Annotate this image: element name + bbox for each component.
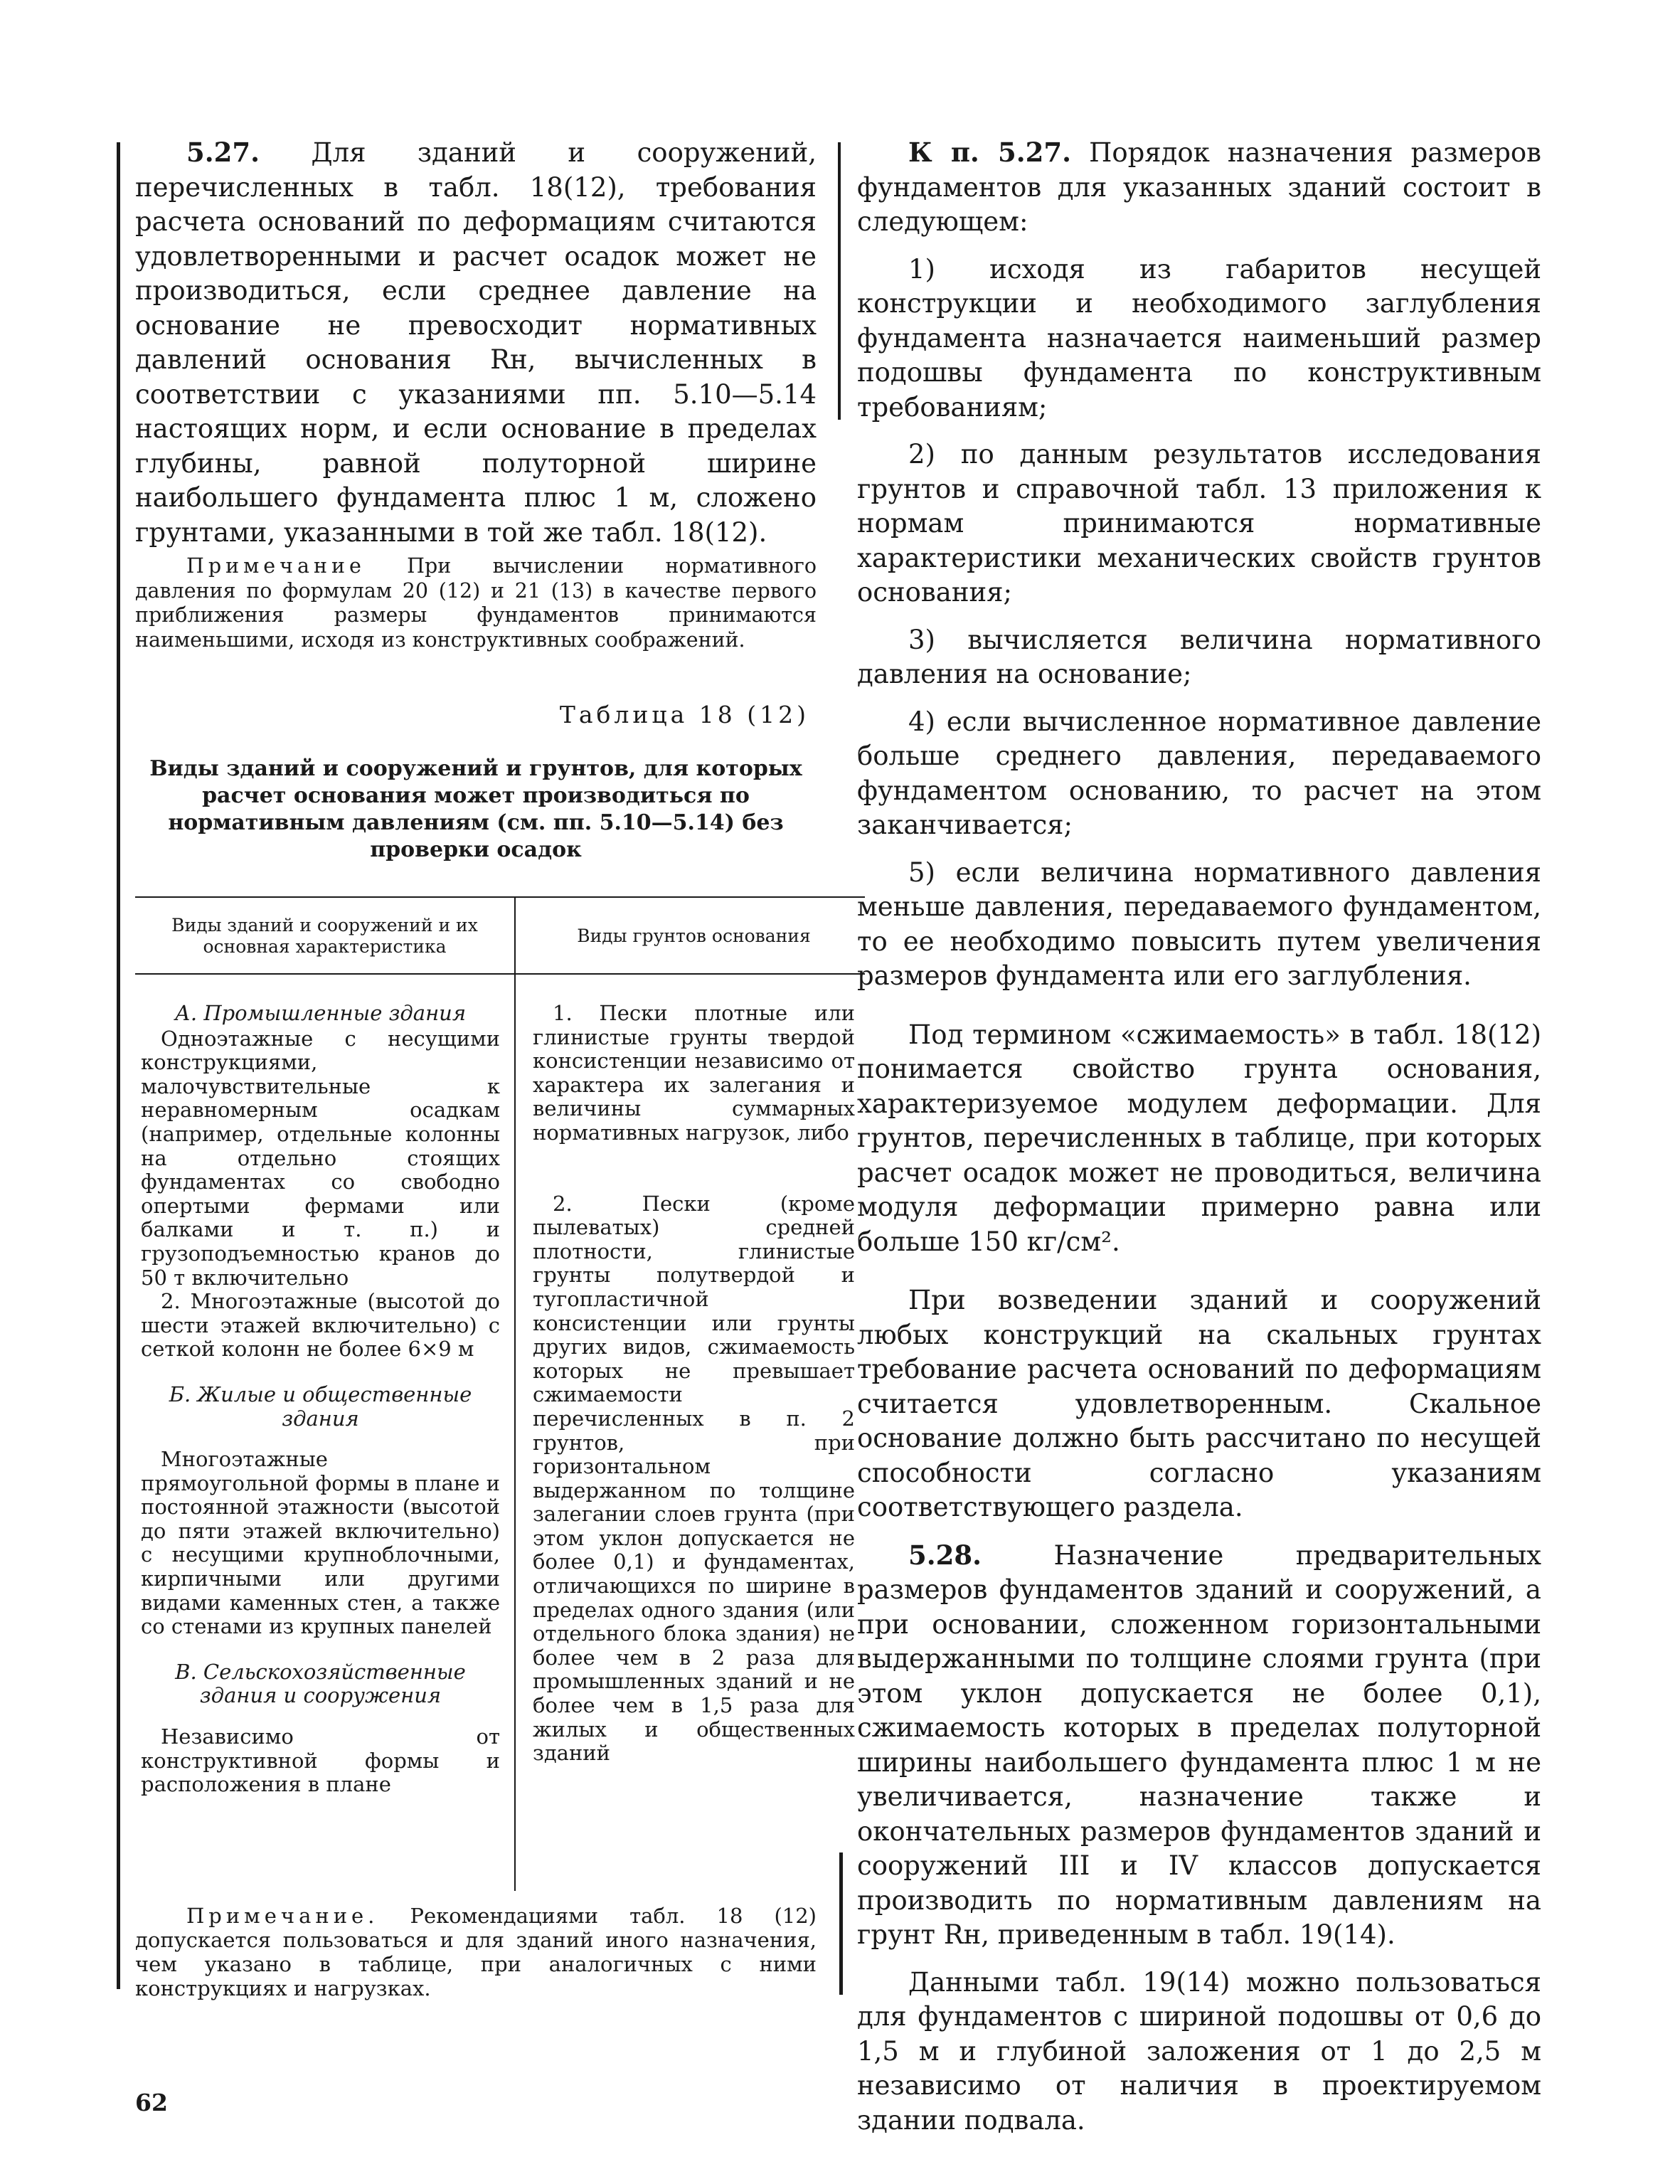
page-number: 62: [135, 2089, 168, 2116]
paragraph-5-28: [857, 1538, 1541, 1953]
section-number-5-28: 5.28.: [908, 1539, 982, 1571]
note-label: Примечание: [186, 554, 366, 578]
group-b-item-1: Многоэтажные прямоугольной формы в плане и постоянной этажности (высотой до пяти этажей включительно) с несущими крупноблочными, кирпичными или другими видами каменных стен, а также со стенами из крупных панелей: [141, 1447, 500, 1639]
right-column: [857, 135, 1541, 2151]
commentary-text: Порядок назначения размеров фундаментов для указанных зданий состоит в следующем:: [857, 137, 1541, 237]
left-margin-bar: [117, 142, 120, 1989]
note-5-27: [135, 554, 817, 652]
rock-foundation-paragraph: При возведении зданий и сооружений любых конструкций на скальных грунтах требование расчета оснований по деформациям считается удовлетворенным. Скальное основание должно быть рассчитано по несущей способности согласно указаниям соответствующего раздела.: [857, 1285, 1541, 1522]
table-cell-soils: [515, 974, 865, 1891]
table-cell-buildings: [135, 974, 515, 1891]
paragraph-5-27-text: Для зданий и сооружений, перечисленных в табл. 18(12), требования расчета оснований по деформациям считаются удовлетворенными и расчет осадок может не производиться, если среднее давление на основание не превосходит нормативных давлений основания Rн, вычисленных в соответствии с указаниями пп. 5.10—5.14 настоящих норм, и если основание в пределах глубины, равной полуторной ширине наибольшего фундамента плюс 1 м, сложено грунтами, указанными в той же табл. 18(12).: [135, 137, 817, 548]
group-a-item-1: Одноэтажные с несущими конструкциями, малочувствительные к неравномерным осадкам (например, отдельные колонны на отдельно стоящих фундаментах со свободно опертыми фермами или балками и т. п.) и грузоподъемностью кранов до 50 т включительно: [141, 1026, 500, 1290]
step-4: 4) если вычисленное нормативное давление больше среднего давления, передаваемого фундаментом основанию, то расчет на этом заканчивается;: [857, 706, 1541, 840]
group-a-heading: А. Промышленные здания: [174, 1001, 467, 1025]
paragraph-5-27: [135, 135, 817, 550]
footnote-text: Рекомендациями табл. 18 (12) допускается пользоваться и для зданий иного назначения, чем указано в таблице, при аналогичных с ними конструкциях и нагрузках.: [135, 1904, 817, 2000]
table-19-paragraph: Данными табл. 19(14) можно пользоваться для фундаментов с шириной подошвы от 0,6 до 1,5 м и глубиной заложения от 1 до 2,5 м независимо от наличия в проектируемом здании подвала.: [857, 1966, 1541, 2136]
table-header-buildings: Виды зданий и сооружений и их основная характеристика: [135, 897, 515, 974]
commentary-5-27: [857, 135, 1541, 240]
table-header-soils: Виды грунтов основания: [515, 897, 865, 974]
paragraph-5-28-text: Назначение предварительных размеров фундаментов зданий и сооружений, а при основании, сложенном горизонтальными выдержанными по толщине слоями грунта (при этом уклон допускается не более 0,1), сжимаемость которых в пределах полуторной ширины наибольшего фундамента плюс 1 м не увеличивается, назначение также и окончательных размеров фундаментов зданий и сооружений III и IV классов допускается производить по нормативным давлениям на грунт Rн, приведенным в табл. 19(14).: [857, 1539, 1542, 1950]
commentary-label: К п. 5.27.: [908, 137, 1071, 168]
section-number-5-27: 5.27.: [186, 137, 260, 168]
table-footnote: [135, 1904, 817, 2000]
step-3: 3) вычисляется величина нормативного давления на основание;: [857, 624, 1541, 689]
footnote-label: Примечание.: [186, 1904, 379, 1928]
compressibility-paragraph: Под термином «сжимаемость» в табл. 18(12) понимается свойство грунта основания, характеризуемое модулем деформации. Для грунтов, перечисленных в таблице, при которых расчет осадок может не проводиться, величина модуля деформации примерно равна или больше 150 кг/см².: [857, 1019, 1541, 1257]
table-label: Таблица 18 (12): [559, 701, 809, 728]
group-v-heading: В. Сельскохозяйственные здания и сооружения: [175, 1659, 466, 1708]
group-b-heading: Б. Жилые и общественные здания: [169, 1382, 472, 1431]
soil-item-2: 2. Пески (кроме пылеватых) средней плотности, глинистые грунты полутвердой и тугопластичной консистенции или грунты других видов, сжимаемость которых не превышает сжимаемости перечисленных в п. 2 грунтов, при горизонтальном выдержанном по толщине залегании слоев грунта (при этом уклон допускается не более 0,1) и фундаментах, отличающихся по ширине в пределах одного здания (или отдельного блока здания) не более чем в 2 раза для промышленных зданий и не более чем в 1,5 раза для жилых и общественных зданий: [533, 1191, 855, 1766]
table-18-12: [135, 896, 865, 1891]
right-margin-bar-top: [838, 142, 841, 420]
soil-item-1: 1. Пески плотные или глинистые грунты твердой консистенции независимо от характера их залегания и величины суммарных нормативных нагрузок, либо: [533, 1001, 855, 1145]
group-a-item-2: 2. Многоэтажные (высотой до шести этажей включительно) с сеткой колонн не более 6×9 м: [141, 1289, 500, 1362]
step-2: 2) по данным результатов исследования грунтов и справочной табл. 13 приложения к нормам принимаются нормативные характеристики механических свойств грунтов основания;: [857, 439, 1541, 608]
table-caption: Виды зданий и сооружений и грунтов, для которых расчет основания может производиться по нормативным давлениям (см. пп. 5.10—5.14) без проверки осадок: [149, 756, 802, 862]
note-text: При вычислении нормативного давления по формулам 20 (12) и 21 (13) в качестве первого приближения размеры фундаментов принимаются наименьшими, исходя из конструктивных соображений.: [135, 554, 817, 652]
step-1: 1) исходя из габаритов несущей конструкции и необходимого заглубления фундамента назначается наименьший размер подошвы фундамента по конструктивным требованиям;: [857, 253, 1541, 423]
step-5: 5) если величина нормативного давления меньше давления, передаваемого фундаментом, то ее необходимо повысить путем увеличения размеров фундамента или его заглубления.: [857, 857, 1541, 991]
group-v-item-1: Независимо от конструктивной формы и расположения в плане: [141, 1724, 500, 1797]
left-column: [135, 135, 855, 2000]
